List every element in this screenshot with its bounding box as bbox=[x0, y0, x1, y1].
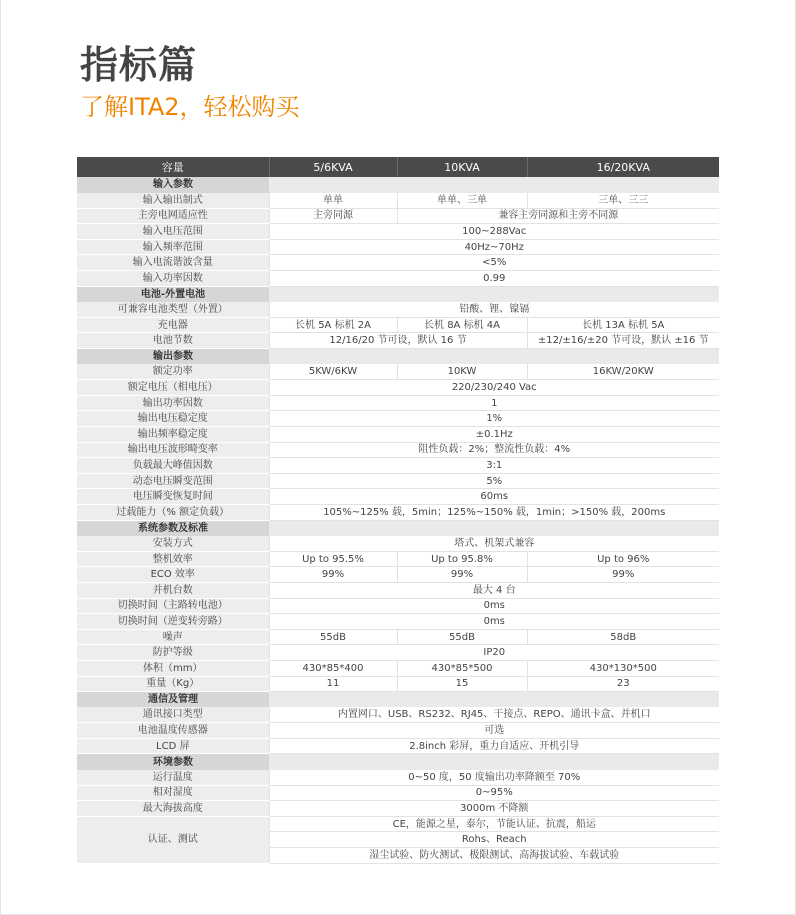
cell-value: 湿尘试验、防火测试、极限测试、高海拔试验、车载试验 bbox=[269, 848, 719, 864]
row-label: 过载能力（% 额定负载） bbox=[77, 504, 269, 520]
row-label: 电压瞬变恢复时间 bbox=[77, 489, 269, 505]
cell-value: <5% bbox=[269, 255, 719, 271]
row-label: 输入功率因数 bbox=[77, 271, 269, 287]
row-label: 切换时间（主路转电池） bbox=[77, 598, 269, 614]
header-capacity: 容量 bbox=[77, 157, 269, 177]
row-label: 通讯接口类型 bbox=[77, 707, 269, 723]
table-row bbox=[77, 614, 719, 630]
table-row bbox=[77, 785, 719, 801]
table-row bbox=[77, 302, 719, 318]
cell-value: 58dB bbox=[527, 629, 719, 645]
table-row bbox=[77, 707, 719, 723]
cell-value: Rohs、Reach bbox=[269, 832, 719, 848]
table-row bbox=[77, 536, 719, 552]
table-row bbox=[77, 317, 719, 333]
cell-value: 塔式、机架式兼容 bbox=[269, 536, 719, 552]
table-row bbox=[77, 629, 719, 645]
row-label: 充电器 bbox=[77, 317, 269, 333]
section-title: 通信及管理 bbox=[77, 692, 269, 708]
table-row bbox=[77, 676, 719, 692]
section-title: 环境参数 bbox=[77, 754, 269, 770]
table-row bbox=[77, 645, 719, 661]
table-row bbox=[77, 427, 719, 443]
table-row bbox=[77, 582, 719, 598]
cell-value: 长机 5A 标机 2A bbox=[269, 317, 397, 333]
table-row bbox=[77, 333, 719, 349]
table-row bbox=[77, 411, 719, 427]
table-row bbox=[77, 738, 719, 754]
row-label: 认证、测试 bbox=[77, 816, 269, 863]
table-row bbox=[77, 395, 719, 411]
page-subtitle: 了解ITA2，轻松购买 bbox=[80, 93, 300, 121]
cell-value: 10KW bbox=[397, 364, 527, 380]
row-label: 负载最大峰值因数 bbox=[77, 458, 269, 474]
cell-value: 长机 8A 标机 4A bbox=[397, 317, 527, 333]
cell-value: 单单、三单 bbox=[397, 193, 527, 209]
row-label: 防护等级 bbox=[77, 645, 269, 661]
cell-value: 单单 bbox=[269, 193, 397, 209]
row-label: 输出功率因数 bbox=[77, 395, 269, 411]
table-row bbox=[77, 551, 719, 567]
cell-value: 40Hz~70Hz bbox=[269, 239, 719, 255]
table-row bbox=[77, 801, 719, 817]
cell-value: 三单、三三 bbox=[527, 193, 719, 209]
cell-value: 55dB bbox=[397, 629, 527, 645]
cell-value: 1 bbox=[269, 395, 719, 411]
cell-value: ±0.1Hz bbox=[269, 427, 719, 443]
section-battery bbox=[77, 286, 719, 302]
section-env bbox=[77, 754, 719, 770]
table-row bbox=[77, 224, 719, 240]
table-row bbox=[77, 770, 719, 786]
table-row bbox=[77, 660, 719, 676]
table-row bbox=[77, 271, 719, 287]
cell-value: 220/230/240 Vac bbox=[269, 380, 719, 396]
header-10kva: 10KVA bbox=[397, 157, 527, 177]
table-row bbox=[77, 504, 719, 520]
cell-value: 内置网口、USB、RS232、RJ45、干接点、REPO、通讯卡盒、并机口 bbox=[269, 707, 719, 723]
table-row bbox=[77, 489, 719, 505]
table-header-row bbox=[77, 157, 719, 177]
cell-value: ±12/±16/±20 节可设，默认 ±16 节 bbox=[527, 333, 719, 349]
cell-value: 阻性负载：2%；整流性负载：4% bbox=[269, 442, 719, 458]
cell-value: 铅酸、锂、镍镉 bbox=[269, 302, 719, 318]
cell-value: CE，能源之星，泰尔，节能认证、抗震，船运 bbox=[269, 816, 719, 832]
cell-value: 12/16/20 节可设，默认 16 节 bbox=[269, 333, 527, 349]
cell-value: 0.99 bbox=[269, 271, 719, 287]
cell-value: 可选 bbox=[269, 723, 719, 739]
table-row bbox=[77, 239, 719, 255]
row-label: 输出电压稳定度 bbox=[77, 411, 269, 427]
row-label: 动态电压瞬变范围 bbox=[77, 473, 269, 489]
spec-table bbox=[77, 157, 719, 864]
row-label: 体积（mm） bbox=[77, 660, 269, 676]
cell-value: 长机 13A 标机 5A bbox=[527, 317, 719, 333]
row-label: 输入电流谐波含量 bbox=[77, 255, 269, 271]
row-label: 输出电压波形畸变率 bbox=[77, 442, 269, 458]
cell-value: 0ms bbox=[269, 614, 719, 630]
table-row bbox=[77, 598, 719, 614]
cell-value: 430*130*500 bbox=[527, 660, 719, 676]
page-title: 指标篇 bbox=[80, 43, 198, 87]
row-label: 电池温度传感器 bbox=[77, 723, 269, 739]
row-label: 电池节数 bbox=[77, 333, 269, 349]
cell-value: 16KW/20KW bbox=[527, 364, 719, 380]
cell-value: 最大 4 台 bbox=[269, 582, 719, 598]
row-label: 额定电压（相电压） bbox=[77, 380, 269, 396]
table-row bbox=[77, 723, 719, 739]
cell-value: 2.8inch 彩屏，重力自适应、开机引导 bbox=[269, 738, 719, 754]
row-label: 最大海拔高度 bbox=[77, 801, 269, 817]
cell-value: 99% bbox=[397, 567, 527, 583]
table-row bbox=[77, 442, 719, 458]
section-comm bbox=[77, 692, 719, 708]
cell-value: 105%~125% 载，5min；125%~150% 载，1min；>150% 载，200ms bbox=[269, 504, 719, 520]
row-label: 整机效率 bbox=[77, 551, 269, 567]
row-label: 输入电压范围 bbox=[77, 224, 269, 240]
header-16-20kva: 16/20KVA bbox=[527, 157, 719, 177]
cell-value: 3000m 不降额 bbox=[269, 801, 719, 817]
cell-value: 60ms bbox=[269, 489, 719, 505]
table-row bbox=[77, 458, 719, 474]
row-label: LCD 屏 bbox=[77, 738, 269, 754]
cell-value: 430*85*500 bbox=[397, 660, 527, 676]
row-label: 可兼容电池类型（外置） bbox=[77, 302, 269, 318]
row-label: 输入输出制式 bbox=[77, 193, 269, 209]
cell-value: 11 bbox=[269, 676, 397, 692]
section-title: 输入参数 bbox=[77, 177, 269, 193]
cell-value: 0~50 度，50 度输出功率降额至 70% bbox=[269, 770, 719, 786]
row-label: ECO 效率 bbox=[77, 567, 269, 583]
row-label: 切换时间（逆变转旁路） bbox=[77, 614, 269, 630]
cell-value: 55dB bbox=[269, 629, 397, 645]
cell-value: 主旁同源 bbox=[269, 208, 397, 224]
table-row bbox=[77, 567, 719, 583]
row-label: 相对湿度 bbox=[77, 785, 269, 801]
cell-value: 5KW/6KW bbox=[269, 364, 397, 380]
cell-value: 99% bbox=[269, 567, 397, 583]
table-row bbox=[77, 193, 719, 209]
cell-value: Up to 95.5% bbox=[269, 551, 397, 567]
cell-value: Up to 96% bbox=[527, 551, 719, 567]
row-label: 额定功率 bbox=[77, 364, 269, 380]
row-label: 并机台数 bbox=[77, 582, 269, 598]
cell-value: 99% bbox=[527, 567, 719, 583]
cell-value: 100~288Vac bbox=[269, 224, 719, 240]
cell-value: 0~95% bbox=[269, 785, 719, 801]
section-title: 系统参数及标准 bbox=[77, 520, 269, 536]
cell-value: 3:1 bbox=[269, 458, 719, 474]
header-5-6kva: 5/6KVA bbox=[269, 157, 397, 177]
row-label: 主旁电网适应性 bbox=[77, 208, 269, 224]
table-row bbox=[77, 255, 719, 271]
table-row bbox=[77, 380, 719, 396]
table-row bbox=[77, 816, 719, 832]
cell-value: 5% bbox=[269, 473, 719, 489]
cell-value: 1% bbox=[269, 411, 719, 427]
table-row bbox=[77, 364, 719, 380]
cell-value: 15 bbox=[397, 676, 527, 692]
section-title: 电池-外置电池 bbox=[77, 286, 269, 302]
row-label: 输出频率稳定度 bbox=[77, 427, 269, 443]
section-output bbox=[77, 349, 719, 365]
row-label: 重量（Kg） bbox=[77, 676, 269, 692]
section-title: 输出参数 bbox=[77, 349, 269, 365]
section-input bbox=[77, 177, 719, 193]
row-label: 噪声 bbox=[77, 629, 269, 645]
row-label: 运行温度 bbox=[77, 770, 269, 786]
section-system bbox=[77, 520, 719, 536]
cell-value: 0ms bbox=[269, 598, 719, 614]
cell-value: IP20 bbox=[269, 645, 719, 661]
cell-value: Up to 95.8% bbox=[397, 551, 527, 567]
cell-value: 430*85*400 bbox=[269, 660, 397, 676]
table-row bbox=[77, 208, 719, 224]
cell-value: 23 bbox=[527, 676, 719, 692]
row-label: 输入频率范围 bbox=[77, 239, 269, 255]
row-label: 安装方式 bbox=[77, 536, 269, 552]
cell-value: 兼容主旁同源和主旁不同源 bbox=[397, 208, 719, 224]
table-row bbox=[77, 473, 719, 489]
